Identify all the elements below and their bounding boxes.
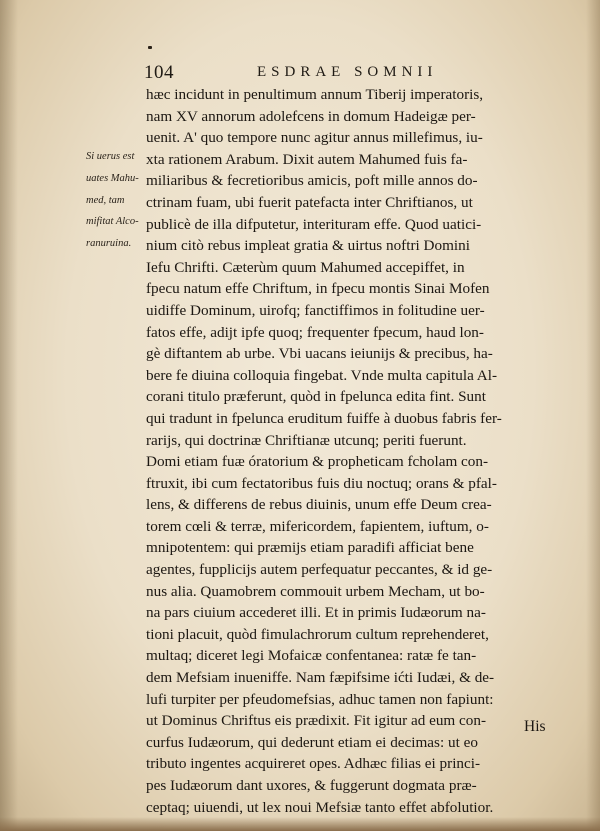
margin-note-line: med, tam	[86, 194, 125, 206]
text-line: lufi turpiter per pfeudomefsias, adhuc tamen non fapiunt:	[146, 690, 494, 708]
text-line: bere fe diuina colloquia fingebat. Vnde multa capitula Al-	[146, 366, 498, 384]
text-line: publicè de illa difputetur, interituram effe. Quod uatici-	[146, 215, 482, 233]
text-line: ut Dominus Chriftus eis prædixit. Fit igitur ad eum con-	[146, 712, 487, 730]
text-line: curfus Iudæorum, qui dederunt etiam ei decimas: ut eo	[146, 733, 478, 751]
margin-note	[86, 146, 150, 255]
text-line: uenit. A' quo tempore nunc agitur annus millefimus, iu-	[146, 129, 483, 147]
text-line: uidiffe Dominum, uirofq; fanctiffimos in folitudine uer-	[146, 301, 485, 319]
text-line: dem Mefsiam inueniffe. Nam fæpifsime ićti Iudæi, & de-	[146, 669, 495, 687]
text-line: corani titulo præferunt, quòd in fpelunca edita fint. Sunt	[146, 388, 486, 406]
text-line: rarijs, qui doctrinæ Chriftianæ utcunq; periti fuerunt.	[146, 431, 467, 449]
text-line: fpecu natum effe Chriftum, in fpecu montis Sinai Mofen	[146, 280, 490, 298]
text-line: hæc incidunt in penultimum annum Tiberij imperatoris,	[146, 86, 484, 103]
text-line: agentes, fupplicijs autem perfequatur peccantes, & id ge-	[146, 561, 493, 579]
page-number: 104	[144, 62, 174, 83]
text-line: ftruxit, ibi cum fectatoribus fuis diu noctuq; orans & pfal-	[146, 474, 497, 492]
ink-speck	[148, 46, 152, 49]
body-text	[146, 84, 571, 818]
margin-note-line: uates Mahu-	[86, 172, 139, 184]
text-line: pes Iudæorum dant uxores, & fuggerunt dogmata præ-	[146, 777, 477, 794]
page-edge-bottom	[0, 817, 600, 831]
spine-shadow	[0, 0, 18, 831]
running-head: ESDRAE SOMNII	[257, 64, 438, 80]
catchword: His	[524, 718, 546, 735]
text-line: fatos effe, adijt ipfe quoq; frequenter fpecum, haud lon-	[146, 323, 484, 341]
page-edge-right	[586, 0, 600, 831]
text-line: mnipotentem: qui præmijs etiam paradifi afficiat bene	[146, 539, 474, 557]
text-line: torem cœli & terræ, mifericordem, fapientem, iuftum, o-	[146, 517, 489, 535]
text-line: nus alia. Quamobrem commouit urbem Mecham, ut bo-	[146, 582, 485, 600]
text-line: nam XV annorum adolefcens in domum Hadeigæ per-	[146, 107, 476, 125]
text-line: tioni placuit, quòd fimulachrorum cultum reprehenderet,	[146, 625, 489, 643]
text-line: gè diftantem ab urbe. Vbi uacans ieiunijs & precibus, ha-	[146, 345, 493, 363]
text-line: nium citò rebus impleat gratia & uirtus noftri Domini	[146, 237, 470, 255]
margin-note-line: ranuruina.	[86, 238, 132, 250]
text-line: miliaribus & fecretioribus amicis, poft mille annos do-	[146, 172, 478, 190]
text-line: ctrinam fuam, ubi fuerit patefacta inter Chriftianos, ut	[146, 193, 473, 211]
text-line: ceptaq; uiuendi, ut lex noui Mefsiæ tanto effet abfolutior.	[146, 798, 494, 816]
text-line: multaq; diceret legi Mofaicæ confentanea: ratæ fe tan-	[146, 647, 477, 665]
text-line: qui tradunt in fpelunca eruditum fuiffe à duobus fabris fer-	[146, 409, 502, 427]
margin-note-line: mifitat Alco-	[86, 216, 139, 228]
text-line: Iefu Chrifti. Cæterùm quum Mahumed accepiffet, in	[146, 258, 465, 276]
text-line: xta rationem Arabum. Dixit autem Mahumed fuis fa-	[146, 150, 468, 168]
text-line: na pars ciuium accederet illi. Et in primis Iudæorum na-	[146, 604, 486, 622]
text-line: tributo ingentes acquireret opes. Adhæc filias ei princi-	[146, 755, 481, 773]
text-line: Domi etiam fuæ óratorium & propheticam fcholam con-	[146, 453, 489, 471]
text-line: lens, & differens de rebus diuinis, unum effe Deum crea-	[146, 496, 492, 514]
margin-note-line: Si uerus est	[86, 151, 135, 162]
